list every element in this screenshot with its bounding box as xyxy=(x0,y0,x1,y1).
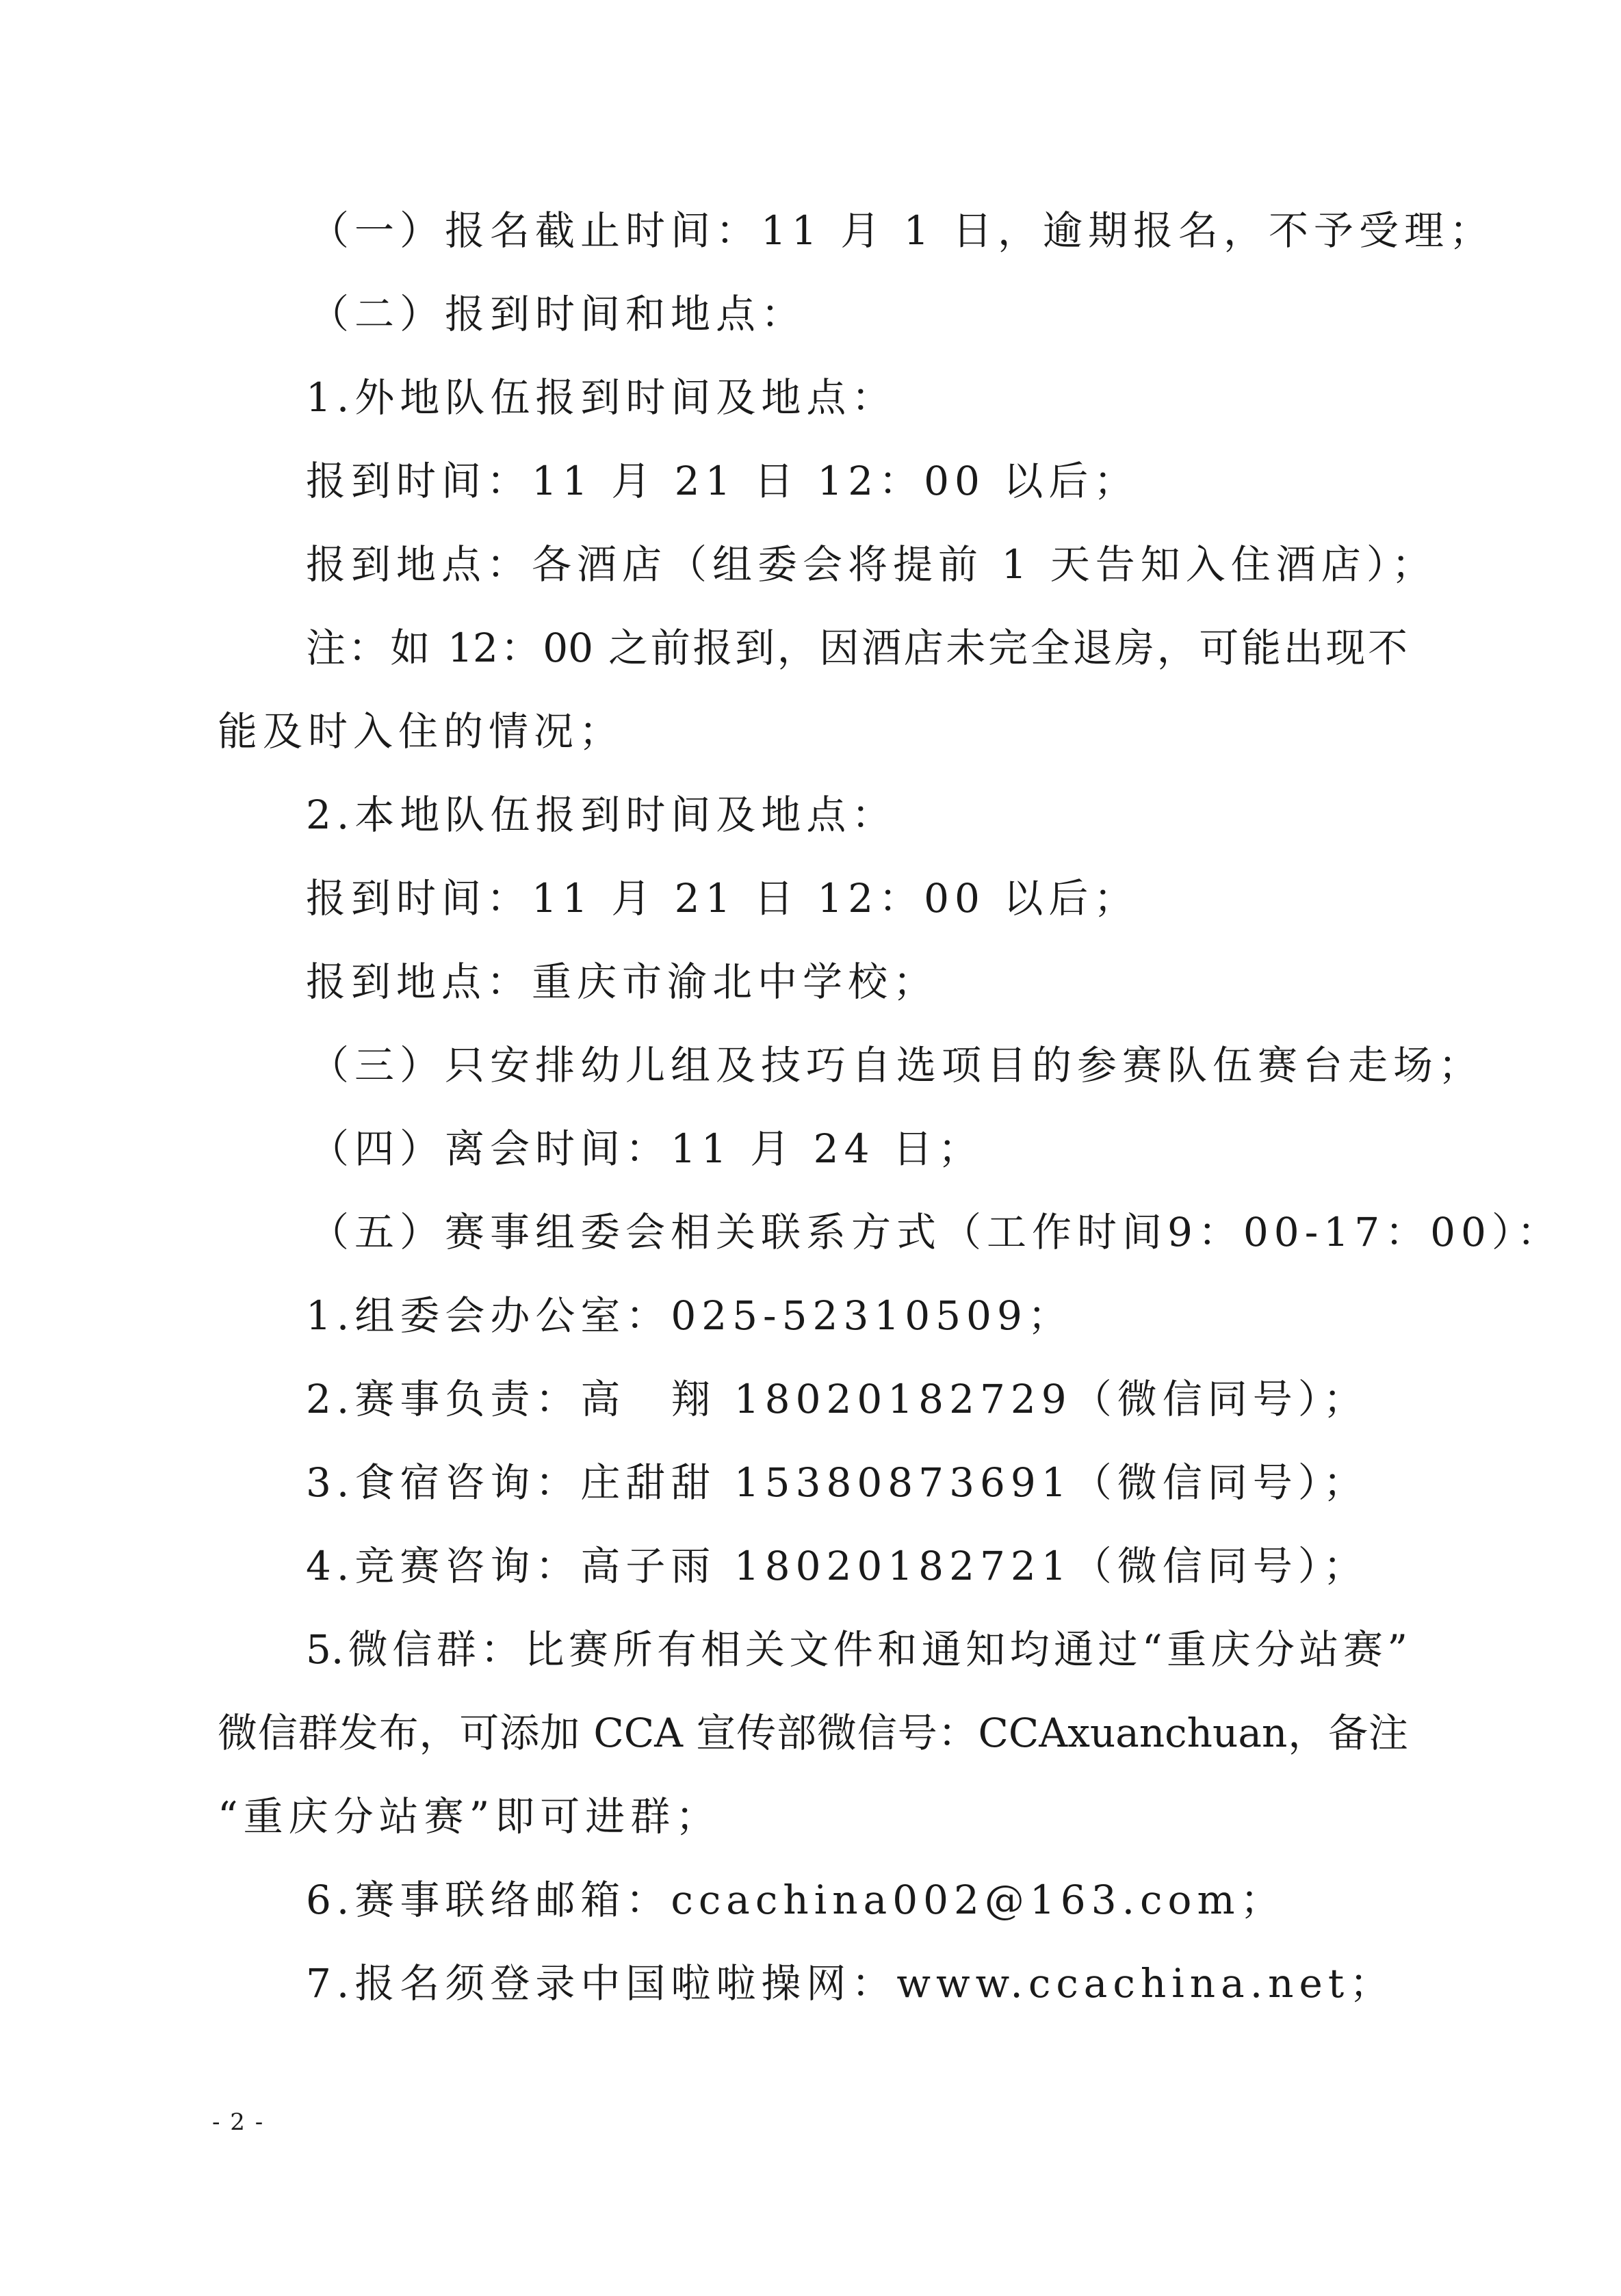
registration-deadline-heading: （一）报名截止时间：11 月 1 日，逾期报名，不予受理； xyxy=(309,207,1495,254)
page-number: - 2 - xyxy=(212,2109,265,2136)
event-email: 6.赛事联络邮箱：ccachina002@163.com； xyxy=(306,1877,1286,1923)
checkin-note-line-2: 能及时入住的情况； xyxy=(218,708,625,755)
local-teams-checkin-heading: 2.本地队伍报到时间及地点： xyxy=(306,792,897,838)
wechat-group-line-1: 5.微信群：比赛所有相关文件和通知均通过“重庆分站赛” xyxy=(306,1626,1408,1673)
outside-teams-checkin-place: 报到地点：各酒店（组委会将提前 1 天告知入住酒店）； xyxy=(306,541,1437,588)
competition-contact: 4.竞赛咨询：高子雨 18020182721（微信同号）； xyxy=(306,1543,1369,1589)
registration-website: 7.报名须登录中国啦啦操网：www.ccachina.net； xyxy=(306,1960,1395,2007)
departure-time: （四）离会时间：11 月 24 日； xyxy=(309,1125,983,1172)
wechat-group-line-2: 微信群发布，可添加 CCA 宣传部微信号：CCAxuanchuan，备注 xyxy=(218,1710,1408,1756)
checkin-note-line-1: 注：如 12：00 之前报到，因酒店未完全退房，可能出现不 xyxy=(306,625,1408,671)
outside-teams-checkin-time: 报到时间：11 月 21 日 12：00 以后； xyxy=(306,458,1139,504)
organizing-office-phone: 1.组委会办公室：025-52310509； xyxy=(306,1292,1073,1339)
event-lead-contact: 2.赛事负责：高 翔 18020182729（微信同号）； xyxy=(306,1376,1369,1422)
local-teams-checkin-place: 报到地点：重庆市渝北中学校； xyxy=(306,958,939,1005)
accommodation-contact: 3.食宿咨询：庄甜甜 15380873691（微信同号）； xyxy=(306,1459,1369,1506)
wechat-group-line-3: “重庆分站赛”即可进群； xyxy=(218,1793,721,1840)
outside-teams-checkin-heading: 1.外地队伍报到时间及地点： xyxy=(306,374,897,421)
contact-methods-heading: （五）赛事组委会相关联系方式（工作时间9：00-17：00）： xyxy=(309,1209,1562,1255)
stage-walkthrough-arrangement: （三）只安排幼儿组及技巧自选项目的参赛队伍赛台走场； xyxy=(309,1042,1484,1088)
local-teams-checkin-time: 报到时间：11 月 21 日 12：00 以后； xyxy=(306,875,1139,922)
checkin-time-place-heading: （二）报到时间和地点： xyxy=(309,291,807,337)
